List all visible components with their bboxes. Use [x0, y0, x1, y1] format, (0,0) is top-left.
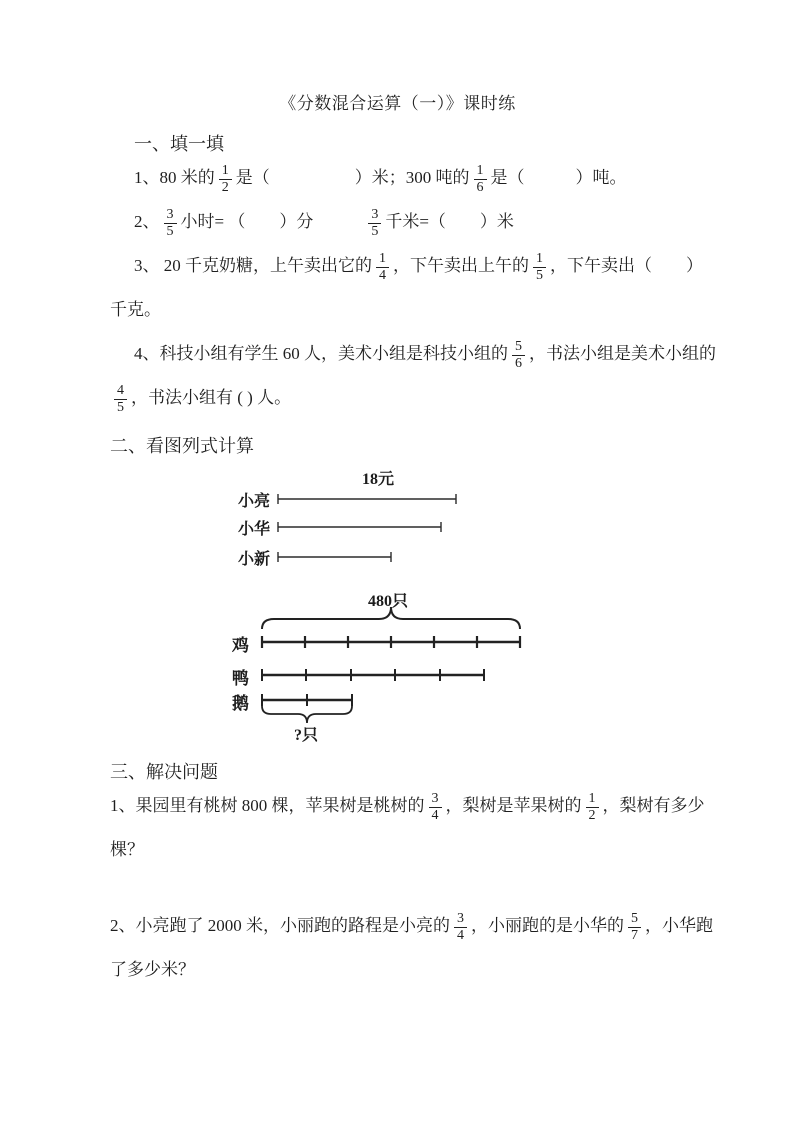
diagram-area: [110, 464, 705, 746]
money-diagram-lines: [278, 494, 456, 562]
text-run: 1、果园里有桃树 800 棵，苹果树是桃树的: [110, 796, 425, 815]
text-run: 4、科技小组有学生 60 人，美术小组是科技小组的: [134, 344, 508, 363]
fraction: $\frac{1}{2}$: [586, 791, 599, 824]
fraction: $\frac{5}{7}$: [628, 911, 641, 944]
diagram2-total-label: 480只: [368, 593, 409, 610]
text-run: ，下午卖出（ ）: [550, 256, 703, 275]
text-run: ，书法小组是美术小组的: [529, 344, 716, 363]
text-run: 是（ ）米；300 吨的: [235, 168, 470, 187]
diagram2-row-label-chicken: 鸡: [232, 636, 249, 655]
text-run: 千米=（ ）米: [385, 212, 514, 231]
text-run: 2、小亮跑了 2000 米，小丽跑的路程是小亮的: [110, 916, 450, 935]
fraction: $\frac{3}{5}$: [164, 207, 177, 240]
fraction: $\frac{3}{4}$: [454, 911, 467, 944]
text-run: ，梨树是苹果树的: [445, 796, 582, 815]
section1-heading: 一、填一填: [134, 134, 224, 154]
section3-heading: 三、解决问题: [110, 762, 218, 782]
text-run: ，梨树有多少: [602, 796, 705, 815]
text-run: ，小丽跑的是小华的: [471, 916, 624, 935]
text-run: 1、80 米的: [134, 168, 215, 187]
diagram1-row-label-xiaohua: 小华: [238, 521, 271, 538]
fraction: $\frac{5}{6}$: [512, 339, 525, 372]
text-run: 了多少米？: [110, 960, 195, 979]
fraction: $\frac{3}{4}$: [429, 791, 442, 824]
diagram2-row-label-duck: 鸭: [232, 669, 249, 688]
fraction: $\frac{3}{5}$: [368, 207, 381, 240]
text-run: 千克。: [110, 300, 161, 319]
fill-blank-question-3: [110, 244, 705, 332]
birds-diagram-bars: [262, 636, 520, 706]
text-run: 棵？: [110, 840, 144, 859]
fill-blank-question-4: [110, 332, 716, 420]
fraction: $\frac{1}{5}$: [533, 251, 546, 284]
page-title: 《分数混合运算（一）》课时练: [279, 94, 516, 113]
diagram1-row-label-xiaoxin: 小新: [238, 551, 271, 568]
text-run: ，书法小组有 ( ) 人。: [131, 388, 292, 407]
diagram2-row-label-goose: 鹅: [232, 694, 249, 713]
text-run: ，小华跑: [645, 916, 713, 935]
fraction: $\frac{4}{5}$: [114, 383, 127, 416]
fill-blank-question-1: [110, 156, 705, 200]
section2-heading: 二、看图列式计算: [110, 436, 254, 456]
text-run: 是（ ）吨。: [490, 168, 627, 187]
text-run: 3、 20 千克奶糖，上午卖出它的: [134, 256, 372, 275]
text-run: ，下午卖出上午的: [393, 256, 529, 275]
fraction: $\frac{1}{6}$: [474, 163, 487, 196]
word-problem-2: [110, 904, 713, 992]
fill-blank-question-2: [110, 200, 705, 244]
bottom-brace: [262, 706, 352, 723]
text-run: 小时= （ ）分: [180, 212, 365, 231]
fraction: $\frac{1}{4}$: [376, 251, 389, 284]
word-problem-1: [110, 784, 705, 872]
diagram1-total-label: 18元: [362, 471, 395, 488]
text-run: 2、: [134, 212, 160, 231]
diagram1-row-label-xiaoliang: 小亮: [238, 493, 271, 510]
diagram2-question-label: ?只: [294, 727, 319, 744]
fraction: $\frac{1}{2}$: [219, 163, 232, 196]
